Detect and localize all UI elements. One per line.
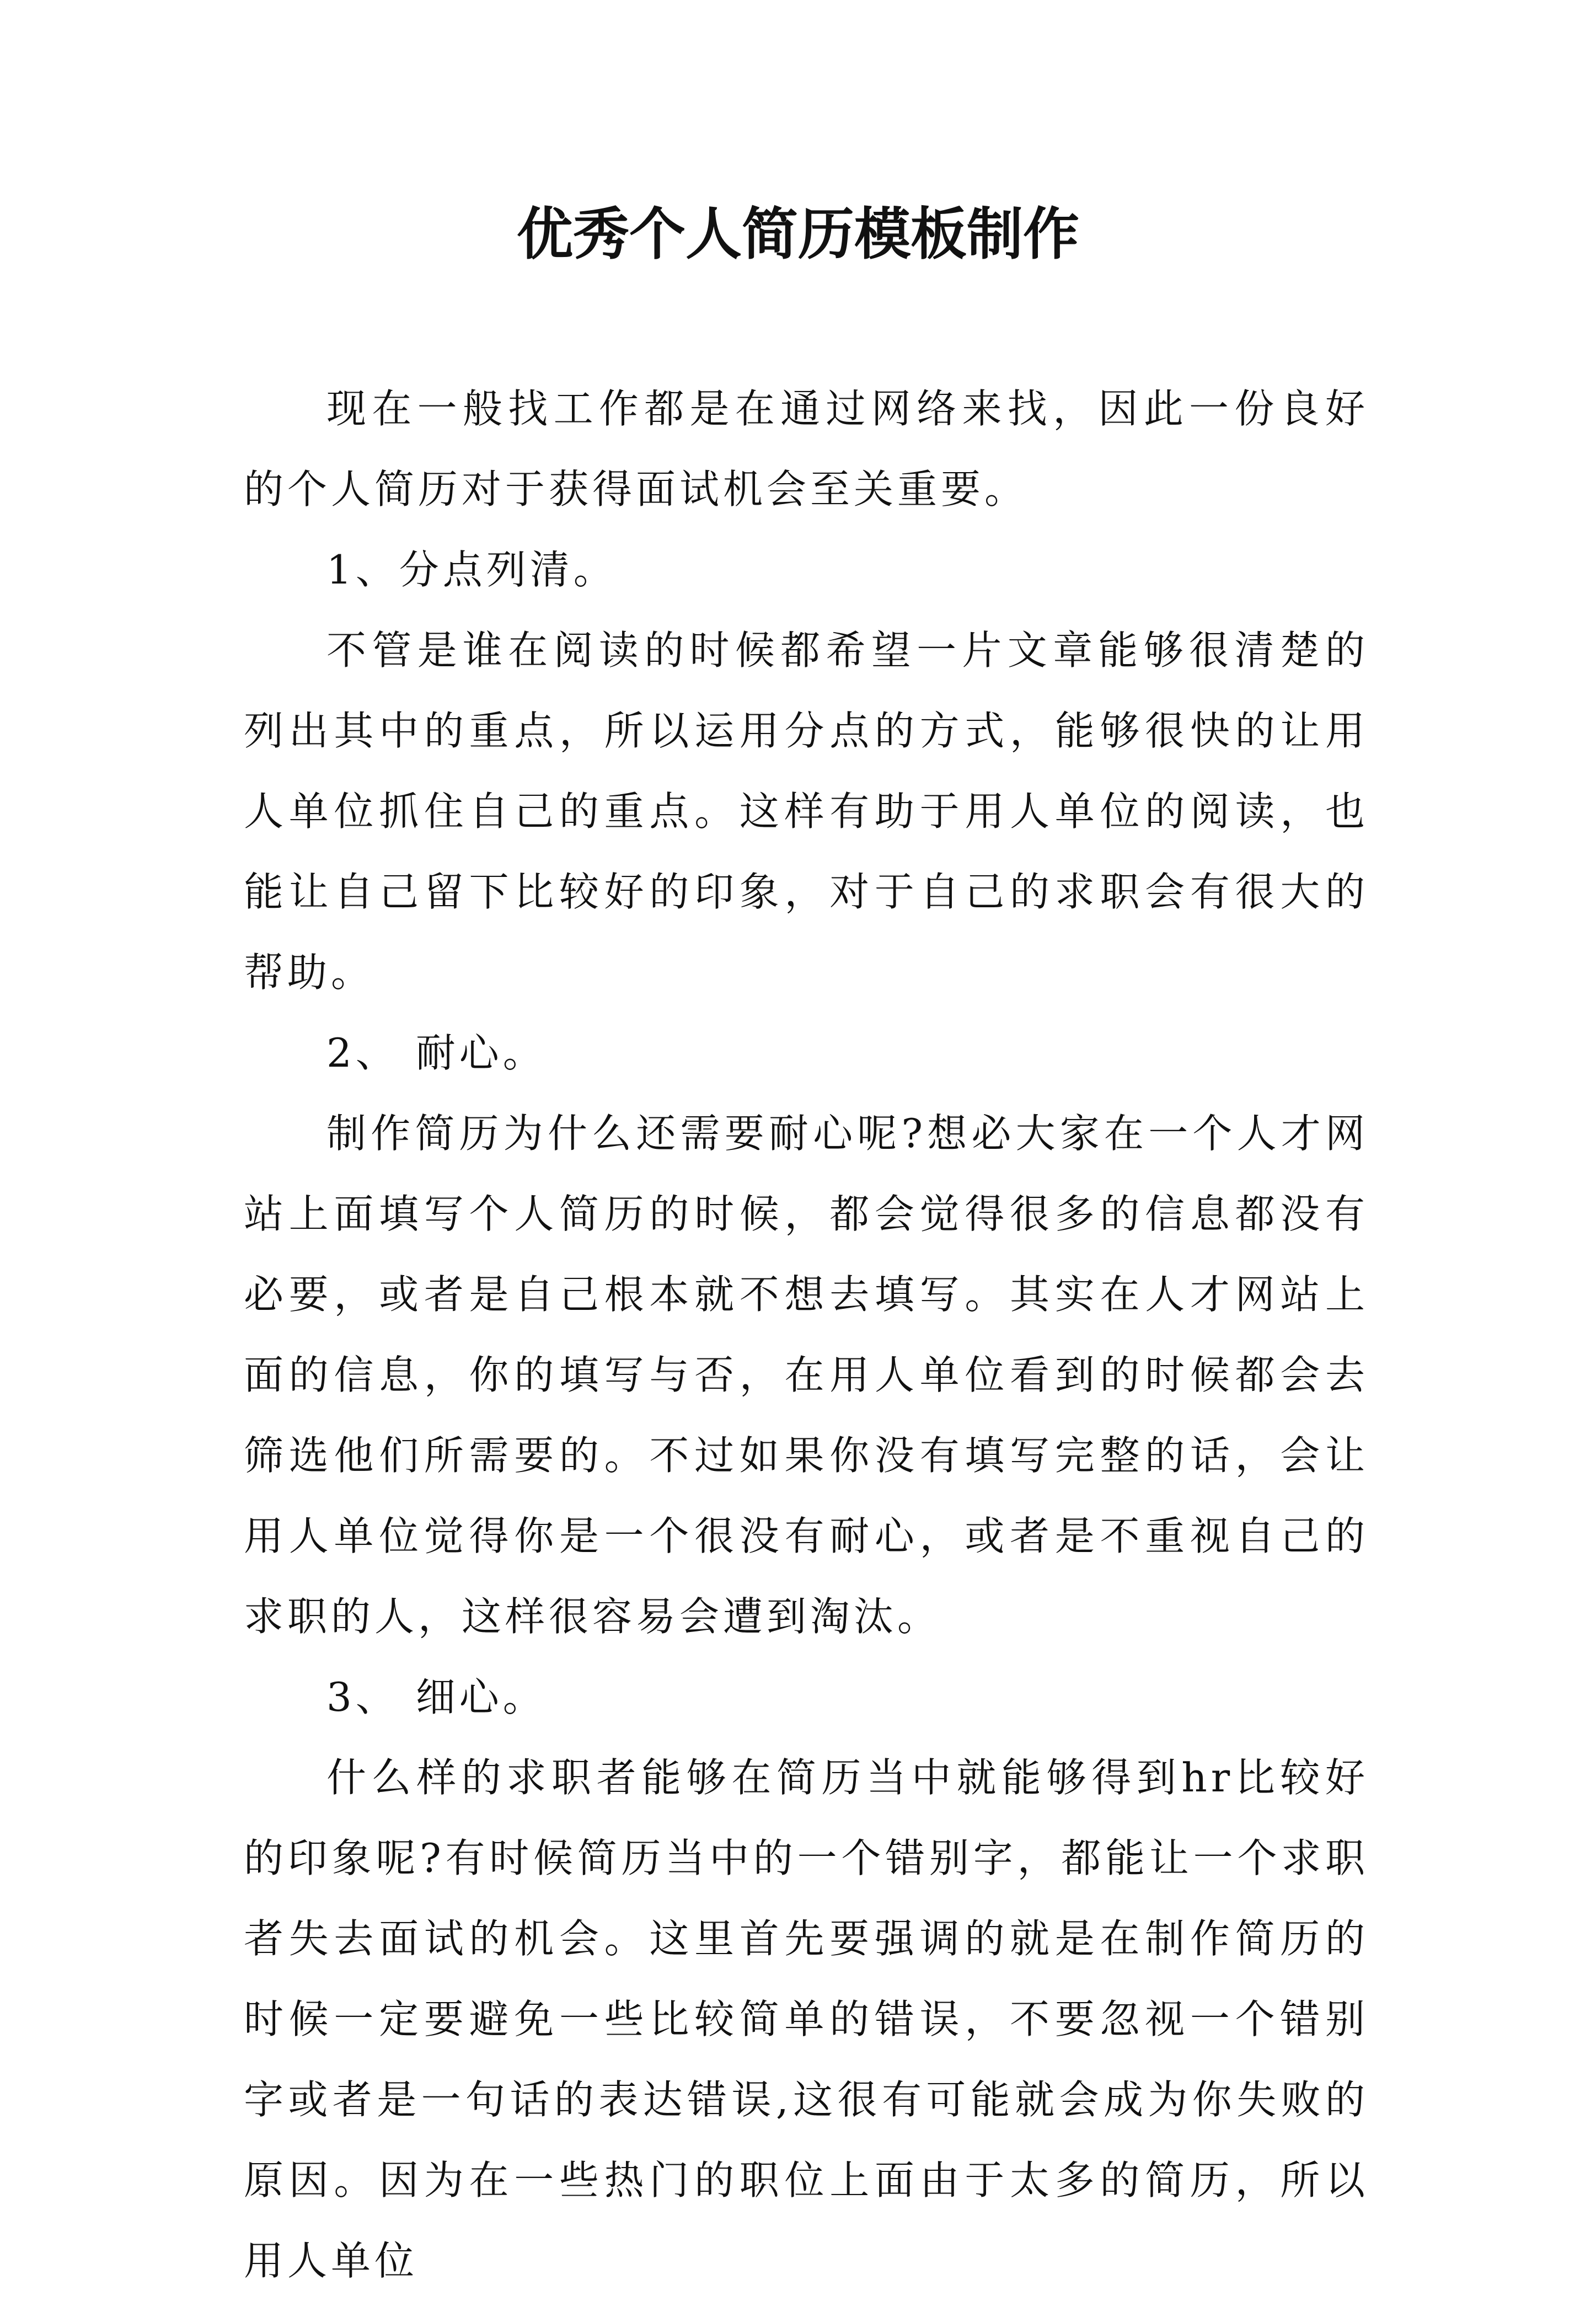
document-body [244, 368, 1369, 2301]
document-title: 优秀个人简历模板制作 [517, 201, 1079, 267]
paragraph-1: 不管是谁在阅读的时候都希望一片文章能够很清楚的列出其中的重点，所以运用分点的方式，能够很快的让用人单位抓住自己的重点。这样有助于用人单位的阅读，也能让自己留下比较好的印象，对于自己的求职会有很大的帮助。 [244, 627, 1369, 996]
paragraph-2: 制作简历为什么还需要耐心呢?想必大家在一个人才网站上面填写个人简历的时候，都会觉得很多的信息都没有必要，或者是自己根本就不想去填写。其实在人才网站上面的信息，你的填写与否，在用人单位看到的时候都会去筛选他们所需要的。不过如果你没有填写完整的话，会让用人单位觉得你是一个很没有耐心，或者是不重视自己的求职的人，这样很容易会遭到淘汰。 [244, 1110, 1369, 1640]
section-heading-2: 2、 耐心。 [326, 1030, 547, 1076]
section-heading-1: 1、分点列清。 [326, 547, 617, 593]
paragraph-intro: 现在一般找工作都是在通过网络来找，因此一份良好的个人简历对于获得面试机会至关重要。 [244, 386, 1369, 512]
paragraph-3: 什么样的求职者能够在简历当中就能够得到hr比较好的印象呢?有时候简历当中的一个错别字，都能让一个求职者失去面试的机会。这里首先要强调的就是在制作简历的时候一定要避免一些比较简单的错误，不要忽视一个错别字或者是一句话的表达错误,这很有可能就会成为你失败的原因。因为在一些热门的职位上面由于太多的简历，所以用人单位 [244, 1754, 1369, 2284]
section-heading-3: 3、 细心。 [326, 1674, 547, 1720]
